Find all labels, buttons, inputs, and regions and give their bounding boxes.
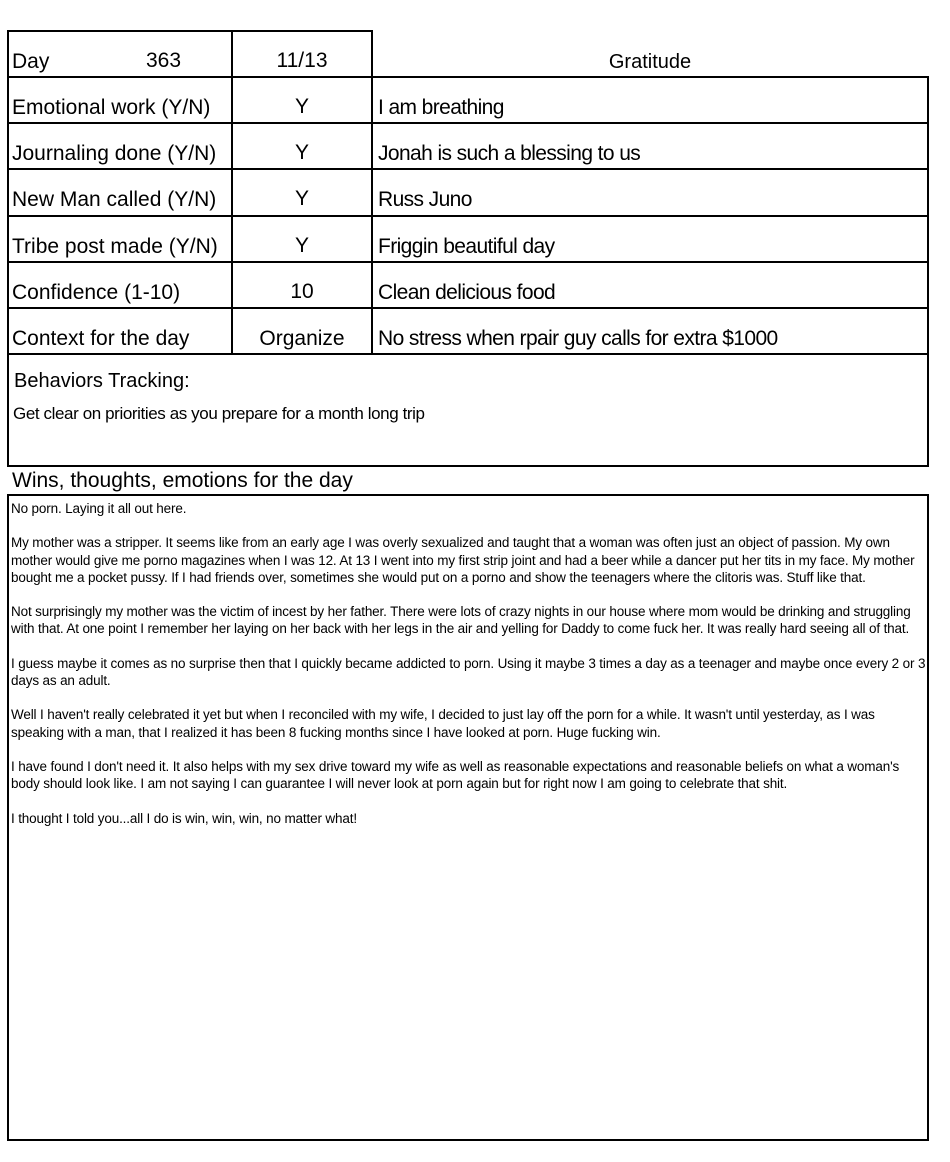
row-divider [7,215,929,217]
column-divider [371,30,373,355]
table-border-right [927,76,929,467]
row-value: Organize [259,327,345,350]
row-label: Context for the day [12,327,190,350]
row-divider [7,353,929,355]
table-border-top-left [7,30,373,32]
row-divider [7,307,929,309]
behaviors-bottom-border [7,465,929,467]
journal-paragraph: I guess maybe it comes as no surprise then that I quickly became addicted to porn. Using it maybe 3 times a day as a teenager and maybe once every 2 or 3 days as an adult. [11,655,926,688]
date-value: 11/13 [276,49,328,72]
row-label: Tribe post made (Y/N) [12,235,218,258]
behaviors-title: Behaviors Tracking: [14,370,190,392]
gratitude-item: I am breathing [378,96,504,119]
gratitude-item: Jonah is such a blessing to us [378,142,641,165]
gratitude-item: Clean delicious food [378,281,556,304]
row-divider [7,168,929,170]
gratitude-heading: Gratitude [608,51,692,73]
day-label: Day [12,50,50,73]
gratitude-item: Friggin beautiful day [378,235,555,258]
row-value: Y [294,234,309,257]
gratitude-item: Russ Juno [378,188,472,211]
journal-paragraph: My mother was a stripper. It seems like from an early age I was overly sexualized and taught that a woman was often just an object of passion. My own mother would give me porno magazines when I was 12. At 13 I went into my first strip joint and had a beer while a dancer put her tits in my face. My mother bought me a pocket pussy. If I had friends over, sometimes she would put on a porno and show the teenagers where the clitoris was. Stuff like that. [11,535,915,585]
behaviors-text: Get clear on priorities as you prepare for a month long trip [13,404,425,423]
journal-paragraph: I thought I told you...all I do is win, win, win, no matter what! [11,810,357,826]
journal-paragraph: No porn. Laying it all out here. [11,501,187,516]
wins-title: Wins, thoughts, emotions for the day [12,469,353,492]
row-value: Y [294,95,309,118]
day-number: 363 [146,49,182,72]
row-value: Y [294,141,309,164]
wins-journal [11,500,926,844]
journal-paragraph: Not surprisingly my mother was the victim of incest by her father. There were lots of crazy nights in our house where mom would be drinking and struggling with that. At one point I remember her laying on her back with her legs in the air and yelling for Daddy to come fuck her. It was really hard seeing all of that. [11,604,911,637]
row-label: Journaling done (Y/N) [12,142,217,165]
journal-paragraph: I have found I don't need it. It also helps with my sex drive toward my wife as well as reasonable expectations and reasonable beliefs on what a woman's body should look like. I am not saying I can guarantee I will never look at porn again but for right now I am going to celebrate that shit. [11,758,900,792]
row-label: Confidence (1-10) [12,281,181,304]
gratitude-item: No stress when rpair guy calls for extra $1000 [378,327,778,350]
table-border-left [7,30,9,467]
row-label: Emotional work (Y/N) [12,96,211,119]
row-divider [7,76,929,78]
row-label: New Man called (Y/N) [12,188,217,211]
row-value: Y [294,187,309,210]
row-value: 10 [290,280,314,303]
journal-paragraph: Well I haven't really celebrated it yet but when I reconciled with my wife, I decided to just lay off the porn for a while. It wasn't until yesterday, as I was speaking with a man, that I realized it has been 8 fucking months since I have looked at porn. Huge fucking win. [11,707,875,740]
row-divider [7,261,929,263]
row-divider [7,122,929,124]
